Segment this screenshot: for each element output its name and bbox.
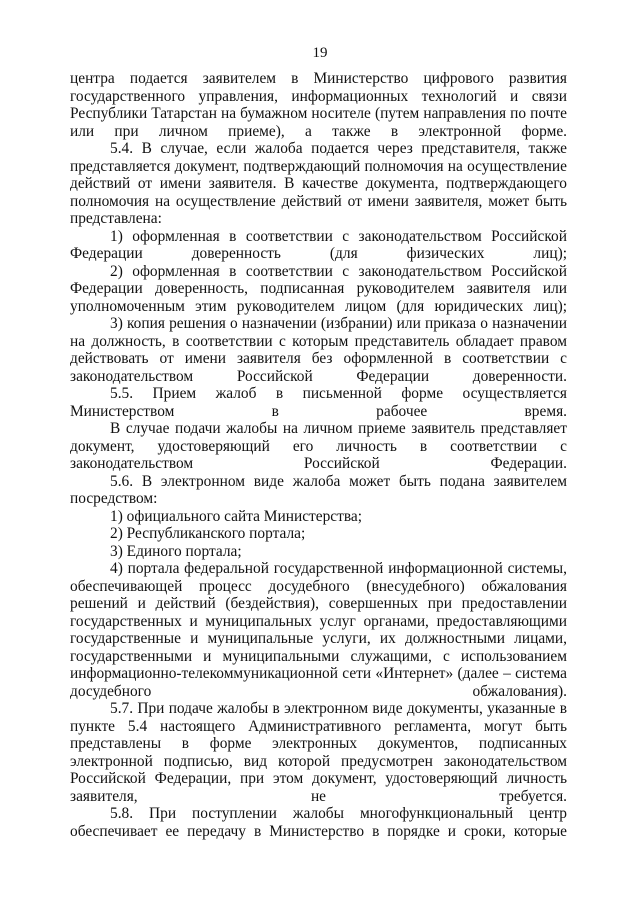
paragraph: 2) оформленная в соответствии с законодательством Российской Федерации доверенность, подписанная руководителем заявителя или уполномоченным этим руководителем лицом (для юридических лиц);: [70, 262, 567, 315]
list-item: 2) Республиканского портала;: [110, 525, 306, 542]
paragraph: 5.7. При подаче жалобы в электронном виде документы, указанные в пункте 5.4 настоящего Административного регламента, могут быть представлены в форме электронных документов, подписанных электронной подписью, вид которой предусмотрен законодательством Российской Федерации, при этом документ, удостоверяющий личность заявителя, не требуется.: [70, 700, 567, 805]
paragraph: 3) копия решения о назначении (избрании) или приказа о назначении на должность, в соответствии с которым представитель обладает правом действовать от имени заявителя без оформленной в соответствии с законодательством Российской Федерации доверенности.: [70, 315, 567, 385]
paragraph: 5.5. Прием жалоб в письменной форме осуществляется Министерством в рабочее время.: [70, 385, 567, 420]
paragraph: 5.8. При поступлении жалобы многофункциональный центр обеспечивает ее передачу в Министерство в порядке и сроки, которые: [70, 805, 567, 840]
list-item: 3) Единого портала;: [110, 542, 242, 560]
body-text: [70, 70, 567, 840]
paragraph: 5.6. В электронном виде жалоба может быть подана заявителем посредством:: [70, 472, 567, 507]
paragraph: 1) оформленная в соответствии с законодательством Российской Федерации доверенность (для физических лиц);: [70, 227, 567, 262]
paragraph: 5.4. В случае, если жалоба подается через представителя, также представляется документ, подтверждающий полномочия на осуществление действий от имени заявителя. В качестве документа, подтверждающего полномочия на осуществление действий от имени заявителя, может быть представлена:: [70, 140, 567, 227]
list-item: 4) портала федеральной государственной информационной системы, обеспечивающей процесс досудебного (внесудебного) обжалования решений и действий (бездействия), совершенных при предоставлении государственных и муниципальных услуг органами, предоставляющими государственные и муниципальные услуги, их должностными лицами, государственными и муниципальными служащими, с использованием информационно-телекоммуникационной сети «Интернет» (далее – система досудебного обжалования).: [70, 560, 567, 700]
paragraph: В случае подачи жалобы на личном приеме заявитель представляет документ, удостоверяющий его личность в соответствии с законодательством Российской Федерации.: [70, 420, 567, 472]
list-item: 1) официального сайта Министерства;: [110, 507, 362, 525]
paragraph: центра подается заявителем в Министерство цифрового развития государственного управления, информационных технологий и связи Республики Татарстан на бумажном носителе (путем направления по почте или при личном приеме), а также в электронной форме.: [70, 70, 567, 140]
page-number: 19: [312, 45, 328, 61]
